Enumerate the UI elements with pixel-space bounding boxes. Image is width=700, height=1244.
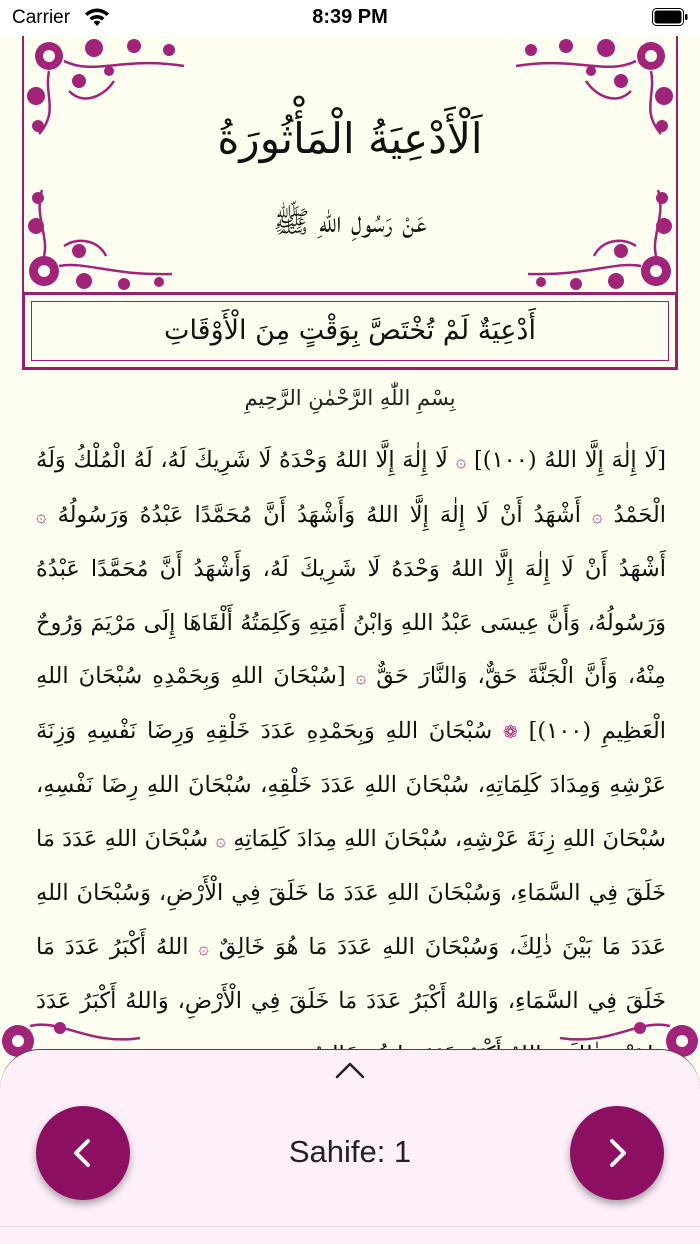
battery-icon [652,8,688,26]
status-bar [0,0,700,36]
prayer-segment: [لَا إِلٰهَ إِلَّا اللهُ (١٠٠)] [474,447,667,473]
separator-icon: ۞ [198,937,209,959]
carrier-label: Carrier [12,7,71,28]
chevron-up-icon[interactable] [334,1060,366,1080]
separator-icon: ۞ [455,451,467,472]
separator-icon: ۞ [215,829,226,851]
page-subtitle: عَنْ رَسُولِ اللهِ ﷺ [273,205,427,240]
section-separator-icon: ❁ [502,721,518,743]
sheet-divider [0,1226,700,1227]
prayer-segment: اللهُ أَكْبَرُ عَدَدَ مَا خَلَقَ فِي السَّمَاءِ، وَاللهُ أَكْبَرُ عَدَدَ مَا خَلَقَ فِي الْأَرْضِ، وَاللهُ أَكْبَرُ عَدَدَ [36,933,666,1014]
prayer-segment: [سُبْحَانَ اللهِ وَبِحَمْدِهِ سُبْحَانَ اللهِ الْعَظِيمِ (١٠٠)] [36,663,666,744]
section-title-box [22,292,678,370]
separator-icon: ۞ [36,505,47,527]
separator-icon: ۞ [355,667,367,688]
basmala-calligraphy: بِسْمِ اللّٰهِ الرَّحْمٰنِ الرَّحِيمِ [244,386,456,410]
prayer-segment: أَشْهَدُ أَنْ لَا إِلٰهَ إِلَّا اللهُ وَحْدَهُ لَا شَرِيكَ لَهُ، وَأَشْهَدُ أَنَّ مُحَمَّدًا عَبْدُهُ وَرَسُولُهُ، وَأَنَّ عِيسَى عَبْدُ اللهِ وَابْنُ أَمَتِهِ وَكَلِمَتُهُ أَلْقَاهَا إِلَى مَرْيَمَ وَرُوحٌ مِنْهُ، وَأَنَّ الْجَنَّةَ حَقٌّ، وَالنَّارَ حَقٌّ [36,556,666,689]
prayer-segment: سُبْحَانَ اللهِ وَبِحَمْدِهِ عَدَدَ خَلْقِهِ وَرِضَا نَفْسِهِ وَزِنَةَ عَرْشِهِ وَمِدَادَ كَلِمَاتِهِ، سُبْحَانَ اللهِ عَدَدَ خَلْقِهِ، سُبْحَانَ اللهِ رِضَا نَفْسِهِ، سُبْحَانَ اللهِ زِنَةَ عَرْشِهِ، سُبْحَانَ اللهِ مِدَادَ كَلِمَاتِهِ [36,717,666,852]
chevron-right-icon [599,1135,635,1171]
prayer-segment: أَشْهَدُ أَنْ لَا إِلٰهَ إِلَّا اللهُ وَأَشْهَدُ أَنَّ مُحَمَّدًا عَبْدُهُ وَرَسُولُهُ [57,501,581,528]
section-title: أَدْعِيَةٌ لَمْ تُخْتَصَّ بِوَقْتٍ مِنَ الْأَوْقَاتِ [164,315,536,346]
next-page-button[interactable] [570,1106,664,1200]
page-title: اَلْأَدْعِيَةُ الْمَأْثُورَةُ [217,114,483,163]
prayer-segment: سُبْحَانَ اللهِ عَدَدَ مَا خَلَقَ فِي السَّمَاءِ، وَسُبْحَانَ اللهِ عَدَدَ مَا خَلَقَ فِي الْأَرْضِ، وَسُبْحَانَ اللهِ عَدَدَ مَا بَيْنَ ذٰلِكَ، وَسُبْحَانَ اللهِ عَدَدَ مَا هُوَ خَالِقٌ [36,825,667,960]
prayer-segment: لَا إِلٰهَ إِلَّا اللهُ وَحْدَهُ لَا شَرِيكَ لَهُ، لَهُ الْمُلْكُ وَلَهُ الْحَمْدُ [36,447,666,528]
clock: 8:39 PM [312,6,388,28]
page-number-label: Sahife: 1 [288,1134,412,1169]
page-navigation-sheet[interactable] [0,1049,700,1244]
separator-icon: ۞ [591,505,603,527]
prayer-text [36,434,666,1083]
